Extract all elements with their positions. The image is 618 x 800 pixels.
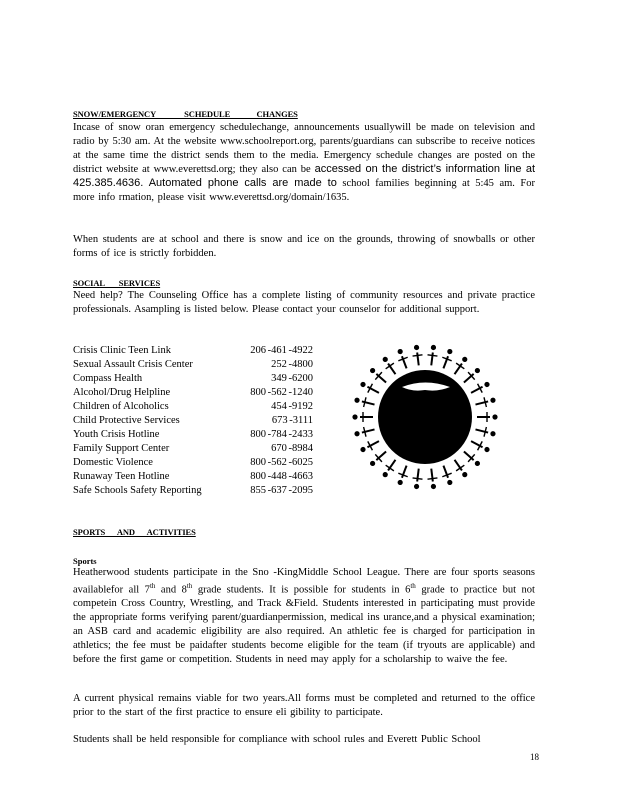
service-name: Crisis Clinic Teen Link [73, 345, 171, 356]
service-phone: 252 -4800 [271, 359, 313, 370]
snow-text-c: school families beginning at 5:45 am. For more info rmation, please visit www.everettsd.org/domain/1635. [73, 177, 536, 203]
superscript-th: th [149, 581, 156, 590]
services-list [73, 344, 313, 498]
compliance-paragraph: Students shall be held responsible for compliance with school rules and Everett Public School [73, 734, 481, 745]
sports-subheading: Sports [73, 556, 97, 566]
sports-paragraph [73, 566, 535, 667]
service-name: Domestic Violence [73, 457, 153, 468]
service-name: Compass Health [73, 373, 143, 384]
service-row [73, 414, 313, 428]
service-phone: 454 -9192 [271, 401, 313, 412]
service-row [73, 344, 313, 358]
service-row [73, 470, 313, 484]
service-name: Child Protective Services [73, 415, 180, 426]
physical-paragraph: A current physical remains viable for two years.All forms must be completed and returned to the office prior to the start of the first practice to ensure eli gibility to participate. [73, 693, 535, 718]
sports-text-d: grade to practice but not competein Cross Country, Wrestling, and Track &Field. Students interested in participating must provide the appropriate forms verifying parent/guardianpermission, medical ins urance,and a physical examination; an ASB card and academic eligibility are also required. An athletic fee is charged for participation in athletics; the fee must be paidafter students become eligible for the team (if tryouts are applicable) and before the first game or competition. Students in need may apply for a scholarship to waive the fee. [73, 584, 535, 665]
service-phone: 673 -3111 [271, 415, 313, 426]
service-phone: 800 -562 -1240 [250, 387, 313, 398]
service-row [73, 400, 313, 414]
social-services-heading: SOCIAL SERVICES [73, 278, 161, 288]
people-ring-globe-icon [350, 340, 500, 490]
service-phone: 800 -784 -2433 [250, 429, 313, 440]
superscript-th: th [186, 581, 193, 590]
service-name: Runaway Teen Hotline [73, 471, 170, 482]
service-row [73, 358, 313, 372]
service-phone: 800 -448 -4663 [250, 471, 313, 482]
social-services-intro: Need help? The Counseling Office has a complete listing of community resources and private practice professionals. Asampling is listed below. Please contact your counselor for additional support. [73, 290, 535, 315]
sports-text-a: Heatherwood students participate in the Sno -KingMiddle School League. There are four sports seasons availablefor all 7 [73, 567, 535, 596]
snowball-paragraph: When students are at school and there is snow and ice on the grounds, throwing of snowballs or other forms of ice is strictly forbidden. [73, 234, 535, 259]
sports-text-b: and 8 [155, 584, 187, 596]
service-name: Alcohol/Drug Helpline [73, 387, 171, 398]
service-row [73, 456, 313, 470]
service-phone: 800 -562 -6025 [250, 457, 313, 468]
service-row [73, 484, 313, 498]
service-name: Safe Schools Safety Reporting [73, 485, 202, 496]
service-name: Youth Crisis Hotline [73, 429, 160, 440]
service-phone: 855 -637 -2095 [250, 485, 313, 496]
service-phone: 206 -461 -4922 [250, 345, 313, 356]
service-name: Children of Alcoholics [73, 401, 169, 412]
snow-emergency-heading: SNOW/EMERGENCY SCHEDULE CHANGES [73, 109, 298, 119]
page-number: 18 [530, 752, 539, 762]
service-name: Sexual Assault Crisis Center [73, 359, 193, 370]
sports-activities-heading: SPORTS AND ACTIVITIES [73, 527, 196, 537]
superscript-th: th [410, 581, 416, 590]
sports-text-c: grade students. It is possible for students in 6 [192, 584, 411, 596]
service-phone: 670 -8984 [271, 443, 313, 454]
snow-text-b: accessed on the district’s information line at 425.385.4636. Automated phone calls are made to [73, 162, 536, 189]
service-row [73, 428, 313, 442]
service-row [73, 442, 313, 456]
snow-paragraph [73, 121, 535, 204]
snow-text-a: Incase of snow oran emergency schedulechange, announcements usuallywill be made on television and radio by 5:30 am. At the website www.schoolreport.org, parents/guardians can subscribe to receive notices at the same time the district sends them to the media. Emergency schedule changes are posted on the district website at www.everettsd.org; they also can be [73, 122, 535, 175]
service-row [73, 372, 313, 386]
service-phone: 349 -6200 [271, 373, 313, 384]
service-name: Family Support Center [73, 443, 170, 454]
service-row [73, 386, 313, 400]
